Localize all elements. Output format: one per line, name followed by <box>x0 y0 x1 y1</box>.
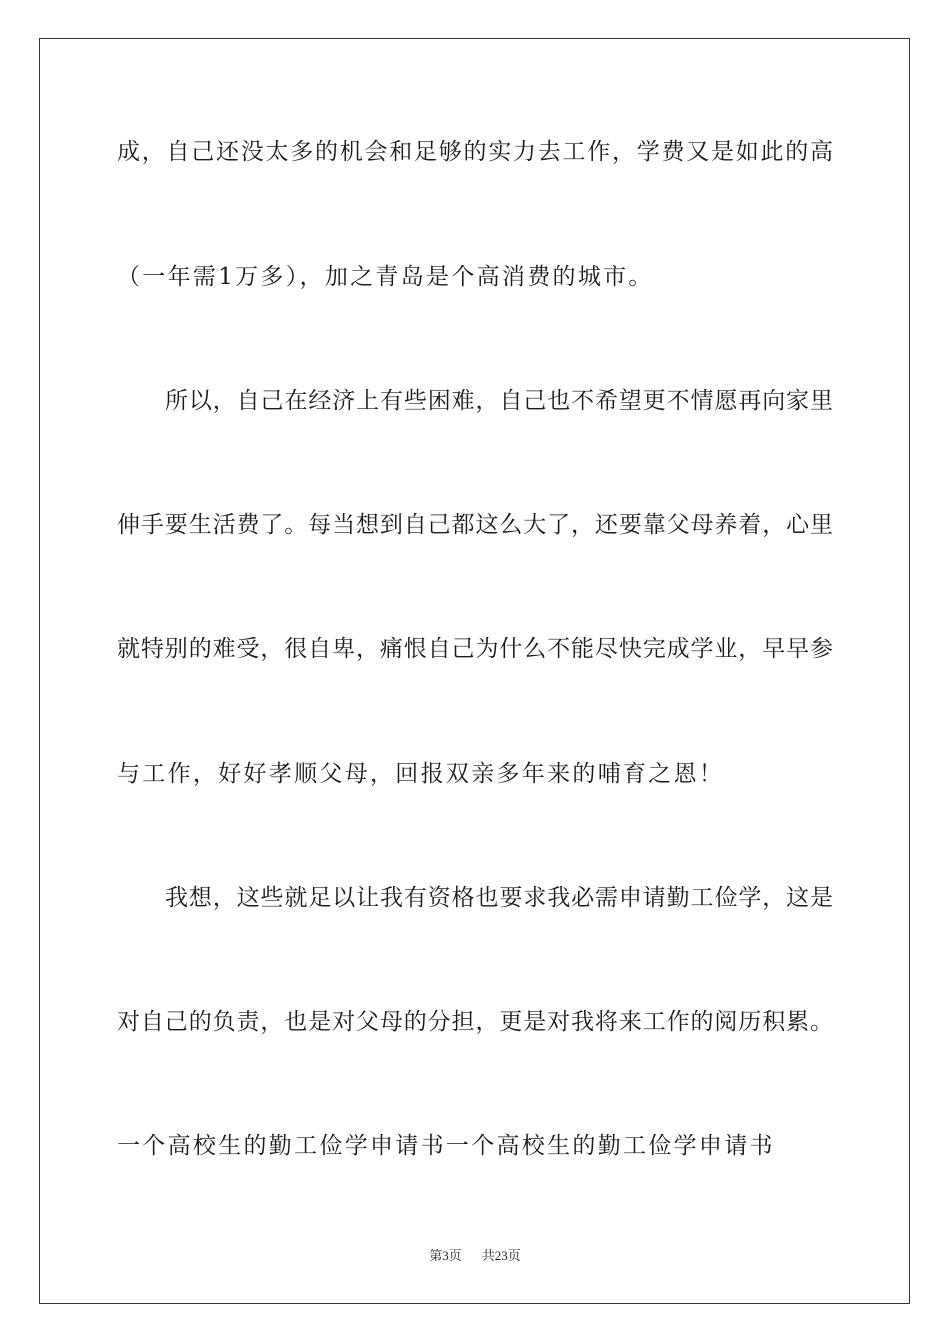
paragraph-line-3: 所以，自己在经济上有些困难，自己也不希望更不情愿再向家里 <box>165 388 833 414</box>
page-footer <box>0 1247 950 1265</box>
paragraph-line-7: 我想，这些就足以让我有资格也要求我必需申请勤工俭学，这是 <box>165 885 833 911</box>
paragraph-line-2: （一年需1万多），加之青岛是个高消费的城市。 <box>117 264 654 290</box>
page-border <box>39 38 910 1304</box>
paragraph-line-6: 与工作，好好孝顺父母，回报双亲多年来的哺育之恩！ <box>117 761 725 787</box>
paragraph-line-5: 就特别的难受，很自卑，痛恨自己为什么不能尽快完成学业，早早参 <box>117 636 833 662</box>
paragraph-line-1: 成，自己还没太多的机会和足够的实力去工作，学费又是如此的高 <box>117 139 833 165</box>
page-number: 第3页 <box>429 1248 462 1263</box>
document-title-line: 一个高校生的勤工俭学申请书一个高校生的勤工俭学申请书 <box>117 1133 775 1159</box>
total-pages: 共23页 <box>481 1248 521 1263</box>
paragraph-line-8: 对自己的负责，也是对父母的分担，更是对我将来工作的阅历积累。 <box>117 1009 833 1035</box>
paragraph-line-4: 伸手要生活费了。每当想到自己都这么大了，还要靠父母养着，心里 <box>117 512 833 538</box>
